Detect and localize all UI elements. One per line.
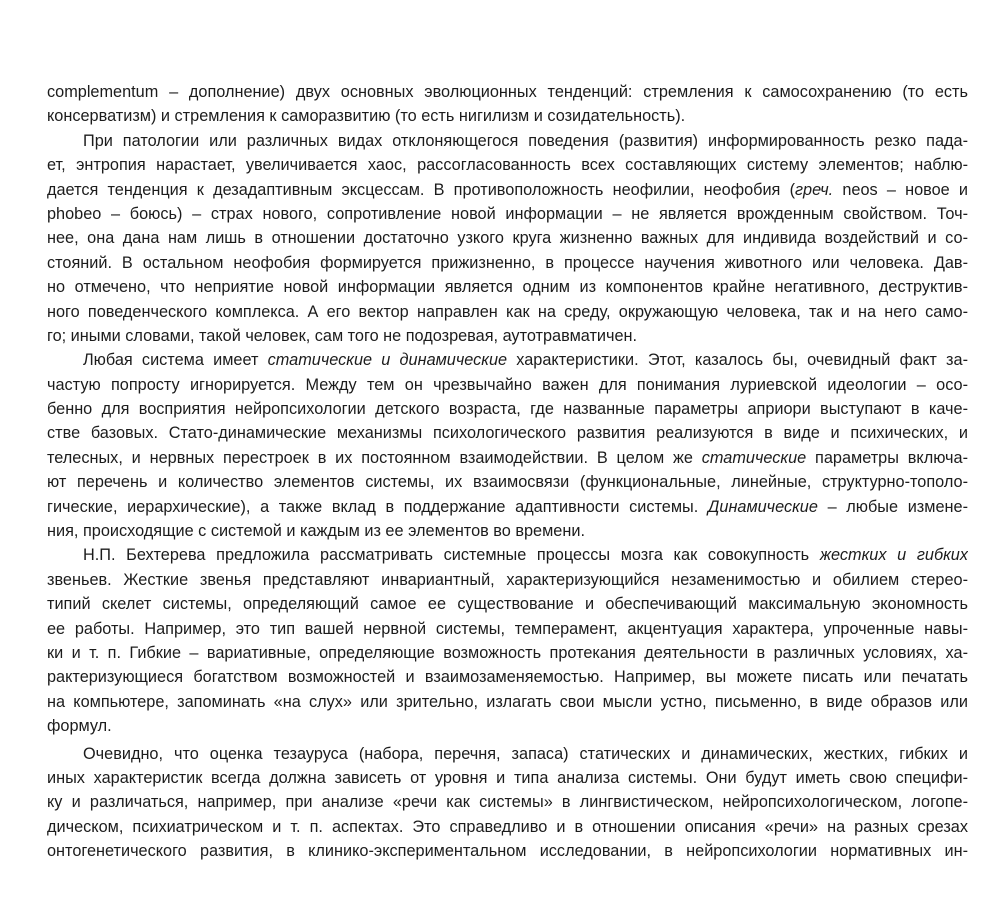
text-line: При патологии или различных видах отклоняющегося поведения (развития) информированность резко пада- [83, 131, 968, 150]
text-line: звеньев. Жесткие звенья представляют инвариантный, характеризующийся незаменимостью и обилием стерео- [47, 570, 968, 589]
text-line: Н.П. Бехтерева предложила рассматривать системные процессы мозга как совокупность жестких и гибких [83, 546, 968, 565]
text-line: Любая система имеет статические и динамические характеристики. Этот, казалось бы, очевидный факт за- [83, 351, 968, 370]
text-line: стояний. В остальном неофобия формируется прижизненно, в процессе научения животного или человека. Дав- [47, 253, 968, 272]
text-line: телесных, и нервных перестроек в их постоянном взаимодействии. В целом же статические параметры включа- [47, 448, 968, 467]
text-line: иных характеристик всегда должна зависеть от уровня и типа анализа системы. Они будут иметь свою специфи- [47, 768, 968, 787]
text-line: но отмечено, что неприятие новой информации является одним из компонентов крайне негативного, деструктив- [47, 278, 968, 297]
italic-term: статические и динамические [267, 351, 508, 370]
text-line: частую попросту игнорируется. Между тем он чрезвычайно важен для понимания луриевской идеологии – осо- [47, 375, 968, 394]
paragraph [47, 129, 968, 349]
text-line: ки и т. п. Гибкие – вариативные, определяющие возможность протекания деятельности в различных условиях, ха- [47, 643, 968, 662]
text-line: рактеризующиеся богатством возможностей и взаимозаменяемостью. Например, вы можете писать или печатать [47, 668, 968, 687]
italic-term: статические [701, 448, 807, 467]
paragraph [47, 348, 968, 543]
text-line: гические, иерархические), а также вклад в поддержание адаптивности системы. Динамические – любые измене- [47, 497, 968, 516]
text-line: phobeo – боюсь) – страх нового, сопротивление новой информации – не является врожденным свойством. Точ- [47, 204, 968, 223]
text-line: на компьютере, запоминать «на слух» или зрительно, излагать свои мысли устно, письменно, в виде образов или [47, 692, 968, 711]
text-line: формул. [47, 717, 112, 736]
text-line: ния, происходящие с системой и каждым из ее элементов во времени. [47, 522, 585, 541]
text-line: стве базовых. Стато-динамические механизмы психологического развития реализуются в виде и психических, и [47, 424, 968, 443]
text-line: консерватизм) и стремления к саморазвитию (то есть нигилизм и созидательность). [47, 107, 686, 126]
text-line: ее работы. Например, это тип вашей нервной системы, темперамент, акцентуация характера, упроченные навы- [47, 619, 968, 638]
text-line: ют перечень и количество элементов системы, их взаимосвязи (функциональные, линейные, структурно-тополо- [47, 473, 968, 492]
text-line: типий скелет системы, определяющий самое ее существование и обеспечивающий максимальную экономность [47, 595, 968, 614]
text-line: го; иными словами, такой человек, сам того не подозревая, аутотравматичен. [47, 326, 638, 345]
text-line: complementum – дополнение) двух основных эволюционных тенденций: стремления к самосохранению (то есть [47, 83, 968, 101]
text-line: дическом, психиатрическом и т. п. аспектах. Это справедливо и в отношении описания «речи» на разных срезах [47, 817, 968, 836]
text-line: ет, энтропия нарастает, увеличивается хаос, рассогласованность всех составляющих систему элементов; наблю- [47, 156, 968, 175]
text-line: дается тенденция к дезадаптивным эксцессам. В противоположность неофилии, неофобия (греч. neos – новое и [47, 180, 968, 199]
paragraph [47, 543, 968, 738]
text-line: ку и различаться, например, при анализе «речи как системы» в лингвистическом, нейропсихологическом, логопе- [47, 793, 968, 812]
text-line: нее, она дана нам лишь в отношении достаточно узкого круга жизненно важных для индивида воздействий и со- [47, 229, 968, 248]
text-line: Очевидно, что оценка тезауруса (набора, перечня, запаса) статических и динамических, жестких, гибких и [83, 744, 968, 763]
italic-term: греч. [795, 180, 834, 199]
document-page [47, 80, 968, 864]
paragraph [47, 742, 968, 864]
paragraph [47, 80, 968, 129]
text-line: бенно для восприятия нейропсихологии детского возраста, где названные параметры априори выступают в каче- [47, 400, 968, 419]
text-line: онтогенетического развития, в клинико-экспериментальном исследовании, в нейропсихологии нормативных ин- [47, 842, 968, 861]
italic-term: Динамические [707, 497, 818, 516]
text-line: ного поведенческого комплекса. А его вектор направлен как на среду, окружающую человека, так и на него само- [47, 302, 968, 321]
italic-term: жестких и гибких [819, 546, 968, 565]
